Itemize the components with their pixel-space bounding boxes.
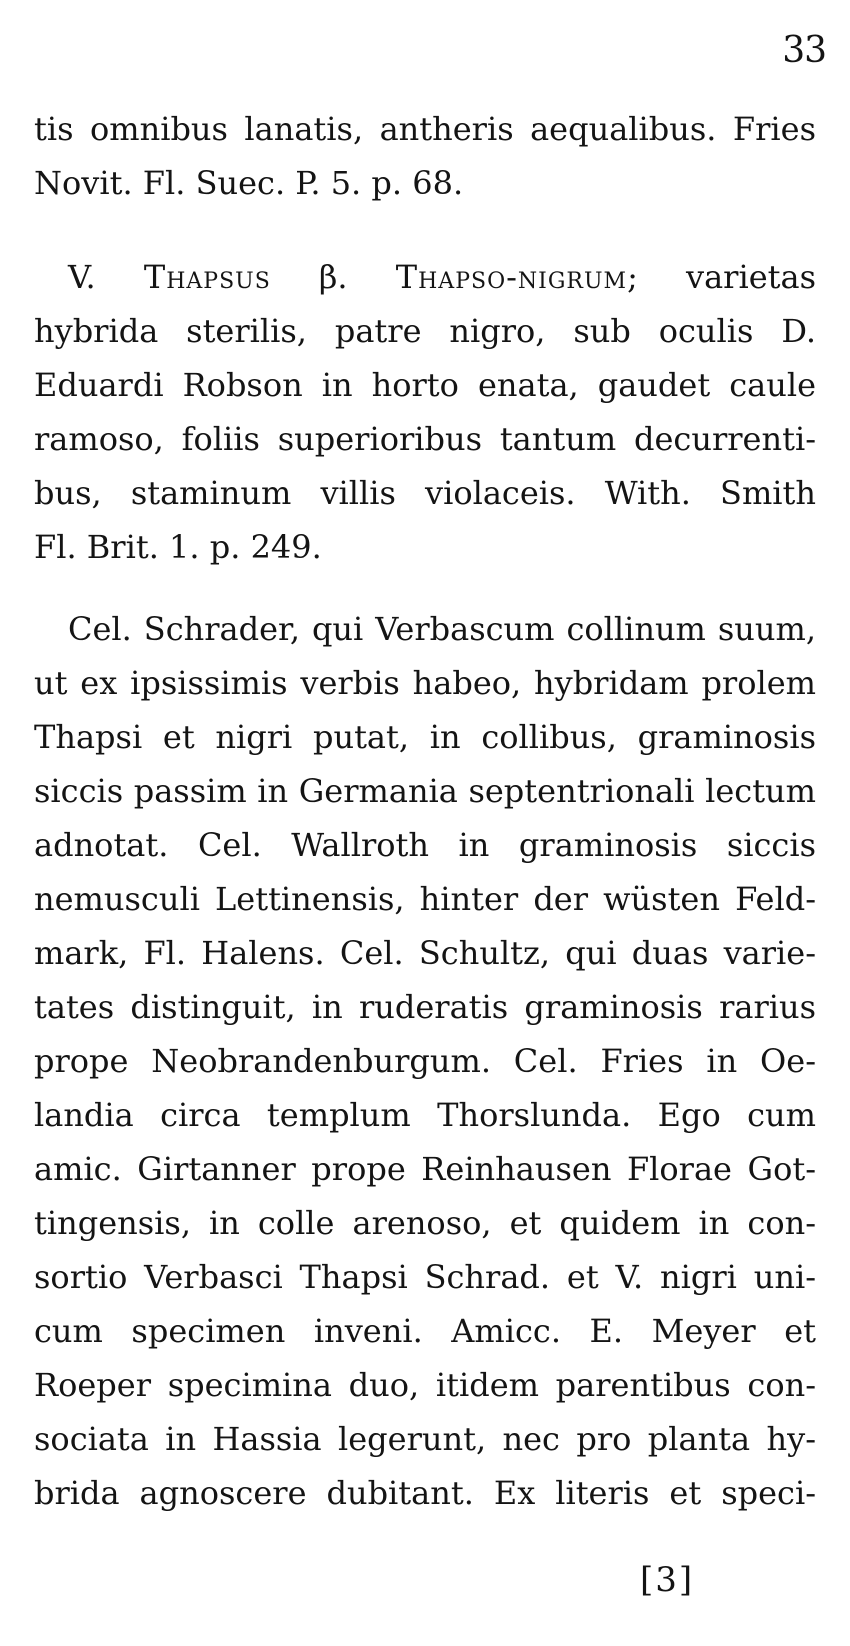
text-line: brida agnoscere dubitant. Ex literis et speci- [34,1474,816,1512]
text-line: sociata in Hassia legerunt, nec pro planta hy- [34,1420,816,1458]
signature-mark: [3] [640,1560,695,1600]
variety-name: Thapso-nigrum [395,258,628,296]
text-line: Thapsi et nigri putat, in collibus, graminosis [34,718,816,756]
text-line: landia circa templum Thorslunda. Ego cum [34,1096,816,1134]
text-line: Eduardi Robson in horto enata, gaudet caule [34,366,816,404]
text-line: amic. Girtanner prope Reinhausen Florae Got- [34,1150,816,1188]
text-line: mark, Fl. Halens. Cel. Schultz, qui duas varie- [34,934,816,972]
text-line: tingensis, in colle arenoso, et quidem in con- [34,1204,816,1242]
text-line: tis omnibus lanatis, antheris aequalibus. Fries [34,110,816,148]
paragraph-variety-entry [34,250,816,574]
text-line: Fl. Brit. 1. p. 249. [34,528,322,566]
species-name: Thapsus [143,258,271,296]
text-line: Cel. Schrader, qui Verbascum collinum suum, [68,610,816,648]
text-line: Novit. Fl. Suec. P. 5. p. 68. [34,164,464,202]
text-line: prope Neobrandenburgum. Cel. Fries in Oe- [34,1042,816,1080]
text-line: siccis passim in Germania septentrionali lectum [34,772,816,810]
text-line: adnotat. Cel. Wallroth in graminosis siccis [34,826,816,864]
text-line: bus, staminum villis violaceis. With. Smith [34,474,816,512]
variety-tail: ; varietas [627,258,817,296]
variety-lead: V. [68,258,144,296]
paragraph-discussion [34,602,816,1520]
paragraph-continued [34,102,816,210]
text-line: sortio Verbasci Thapsi Schrad. et V. nigri uni- [34,1258,816,1296]
page-number: 33 [782,30,826,71]
text-line: Roeper specimina duo, itidem parentibus con- [34,1366,816,1404]
text-line: ut ex ipsissimis verbis habeo, hybridam prolem [34,664,816,702]
variety-heading-line [34,250,816,304]
text-line: hybrida sterilis, patre nigro, sub oculis D. [34,312,816,350]
text-line: ramoso, foliis superioribus tantum decurrenti- [34,420,816,458]
text-line: cum specimen inveni. Amicc. E. Meyer et [34,1312,816,1350]
beta-symbol: β. [270,258,396,296]
text-line: nemusculi Lettinensis, hinter der wüsten Feld- [34,880,816,918]
text-line: tates distinguit, in ruderatis graminosis rarius [34,988,816,1026]
